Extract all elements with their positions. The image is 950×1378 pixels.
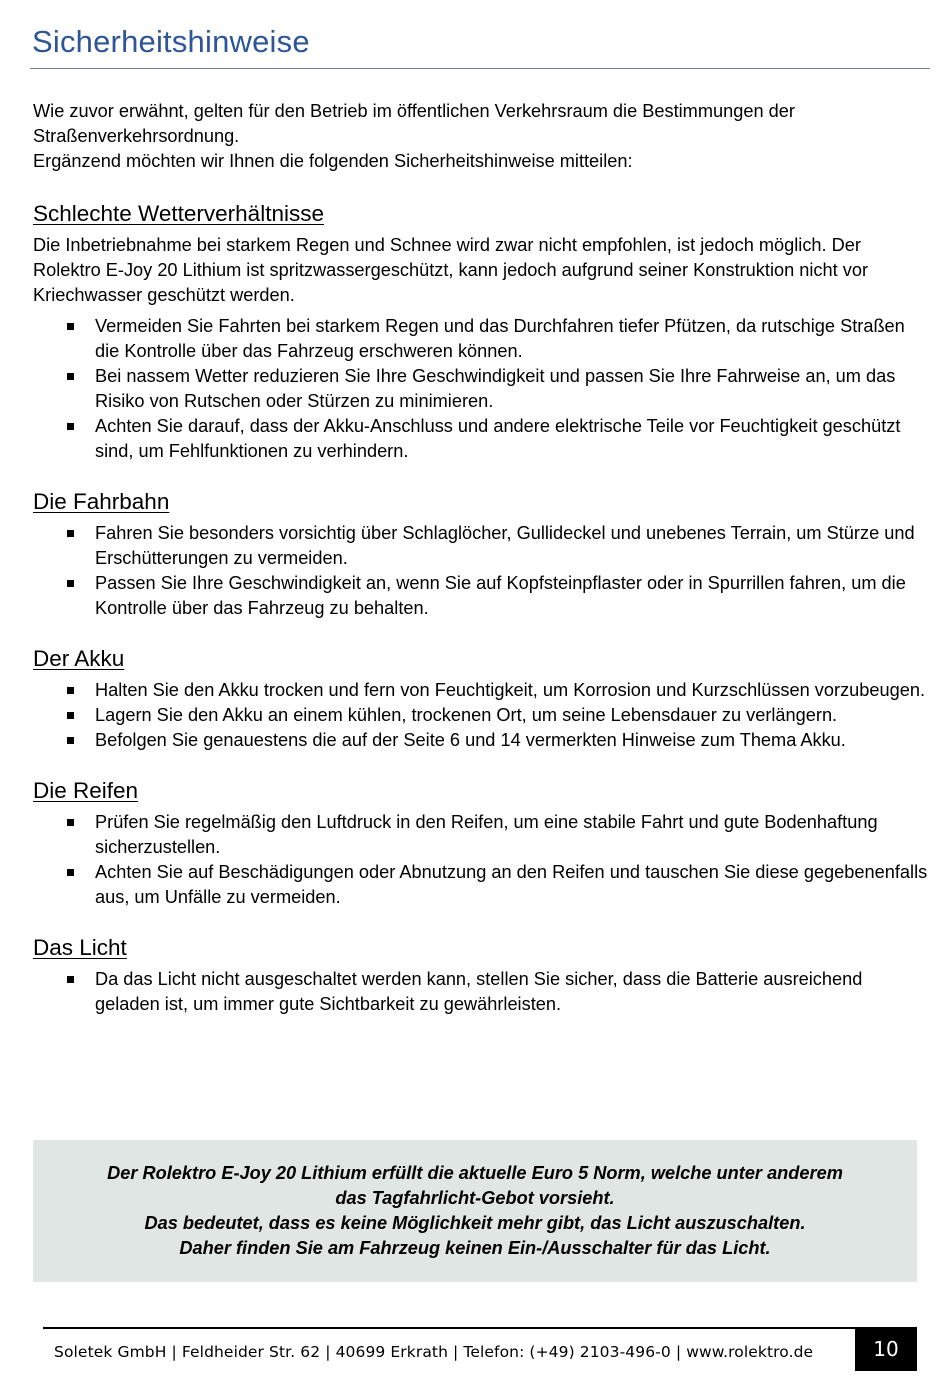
bullet-list-tires xyxy=(33,810,930,910)
bullet-square-icon xyxy=(67,819,74,826)
list-item: Achten Sie auf Beschädigungen oder Abnutzung an den Reifen und tauschen Sie diese gegebenenfalls aus, um Unfälle zu vermeiden. xyxy=(33,860,930,910)
bullet-square-icon xyxy=(67,737,74,744)
notice-line: Daher finden Sie am Fahrzeug keinen Ein-/Ausschalter für das Licht. xyxy=(179,1238,771,1258)
euro5-notice-box xyxy=(33,1140,917,1282)
list-item: Lagern Sie den Akku an einem kühlen, trockenen Ort, um seine Lebensdauer zu verlängern. xyxy=(33,703,930,728)
section-heading-tires: Die Reifen xyxy=(33,778,139,803)
section-battery xyxy=(33,644,930,753)
list-item: Vermeiden Sie Fahrten bei starkem Regen und das Durchfahren tiefer Pfützen, da rutschige Straßen die Kontrolle über das Fahrzeug erschweren können. xyxy=(33,314,930,364)
bullet-square-icon xyxy=(67,712,74,719)
list-item: Halten Sie den Akku trocken und fern von Feuchtigkeit, um Korrosion und Kurzschlüssen vorzubeugen. xyxy=(33,678,930,703)
list-item: Da das Licht nicht ausgeschaltet werden kann, stellen Sie sicher, dass die Batterie ausreichend geladen ist, um immer gute Sichtbarkeit zu gewährleisten. xyxy=(33,967,930,1017)
intro-line-2: Ergänzend möchten wir Ihnen die folgenden Sicherheitshinweise mitteilen: xyxy=(33,151,633,171)
bullet-square-icon xyxy=(67,976,74,983)
bullet-list-battery xyxy=(33,678,930,753)
page-title: Sicherheitshinweise xyxy=(32,24,310,59)
bullet-square-icon xyxy=(67,687,74,694)
section-heading-road: Die Fahrbahn xyxy=(33,489,170,514)
section-text-weather: Die Inbetriebnahme bei starkem Regen und Schnee wird zwar nicht empfohlen, ist jedoch möglich. Der Rolektro E-Joy 20 Lithium ist spritzwassergeschützt, kann jedoch aufgrund seiner Konstruktion nicht vor Kriechwasser geschützt werden. xyxy=(33,235,869,305)
bullet-square-icon xyxy=(67,530,74,537)
list-item: Passen Sie Ihre Geschwindigkeit an, wenn Sie auf Kopfsteinpflaster oder in Spurrillen fahren, um die Kontrolle über das Fahrzeug zu behalten. xyxy=(33,571,930,621)
list-item: Bei nassem Wetter reduzieren Sie Ihre Geschwindigkeit und passen Sie Ihre Fahrweise an, um das Risiko von Rutschen oder Stürzen zu minimieren. xyxy=(33,364,930,414)
notice-line: Das bedeutet, dass es keine Möglichkeit mehr gibt, das Licht auszuschalten. xyxy=(144,1213,806,1233)
section-heading-weather: Schlechte Wetterverhältnisse xyxy=(33,201,324,226)
bullet-square-icon xyxy=(67,580,74,587)
section-heading-battery: Der Akku xyxy=(33,646,125,671)
bullet-list-weather xyxy=(33,314,930,464)
title-divider xyxy=(30,68,930,69)
bullet-square-icon xyxy=(67,323,74,330)
bullet-square-icon xyxy=(67,373,74,380)
section-weather xyxy=(33,199,930,464)
intro-line-1: Wie zuvor erwähnt, gelten für den Betrieb im öffentlichen Verkehrsraum die Bestimmungen der Straßenverkehrsordnung. xyxy=(33,101,795,146)
document-body xyxy=(33,99,930,1040)
list-item: Achten Sie darauf, dass der Akku-Anschluss und andere elektrische Teile vor Feuchtigkeit geschützt sind, um Fehlfunktionen zu verhindern. xyxy=(33,414,930,464)
footer-company-info: Soletek GmbH | Feldheider Str. 62 | 40699 Erkrath | Telefon: (+49) 2103-496-0 | www.rolektro.de xyxy=(54,1343,814,1361)
list-item: Fahren Sie besonders vorsichtig über Schlaglöcher, Gullideckel und unebenes Terrain, um Stürze und Erschütterungen zu vermeiden. xyxy=(33,521,930,571)
footer-divider xyxy=(43,1327,855,1329)
page-number: 10 xyxy=(855,1327,917,1371)
bullet-list-light xyxy=(33,967,930,1017)
bullet-list-road xyxy=(33,521,930,621)
notice-line: Der Rolektro E-Joy 20 Lithium erfüllt die aktuelle Euro 5 Norm, welche unter anderem xyxy=(107,1163,843,1183)
section-road xyxy=(33,487,930,621)
section-light xyxy=(33,933,930,1017)
bullet-square-icon xyxy=(67,869,74,876)
section-tires xyxy=(33,776,930,910)
notice-line: das Tagfahrlicht-Gebot vorsieht. xyxy=(335,1188,615,1208)
list-item: Prüfen Sie regelmäßig den Luftdruck in den Reifen, um eine stabile Fahrt und gute Bodenhaftung sicherzustellen. xyxy=(33,810,930,860)
list-item: Befolgen Sie genauestens die auf der Seite 6 und 14 vermerkten Hinweise zum Thema Akku. xyxy=(33,728,930,753)
bullet-square-icon xyxy=(67,423,74,430)
section-heading-light: Das Licht xyxy=(33,935,127,960)
